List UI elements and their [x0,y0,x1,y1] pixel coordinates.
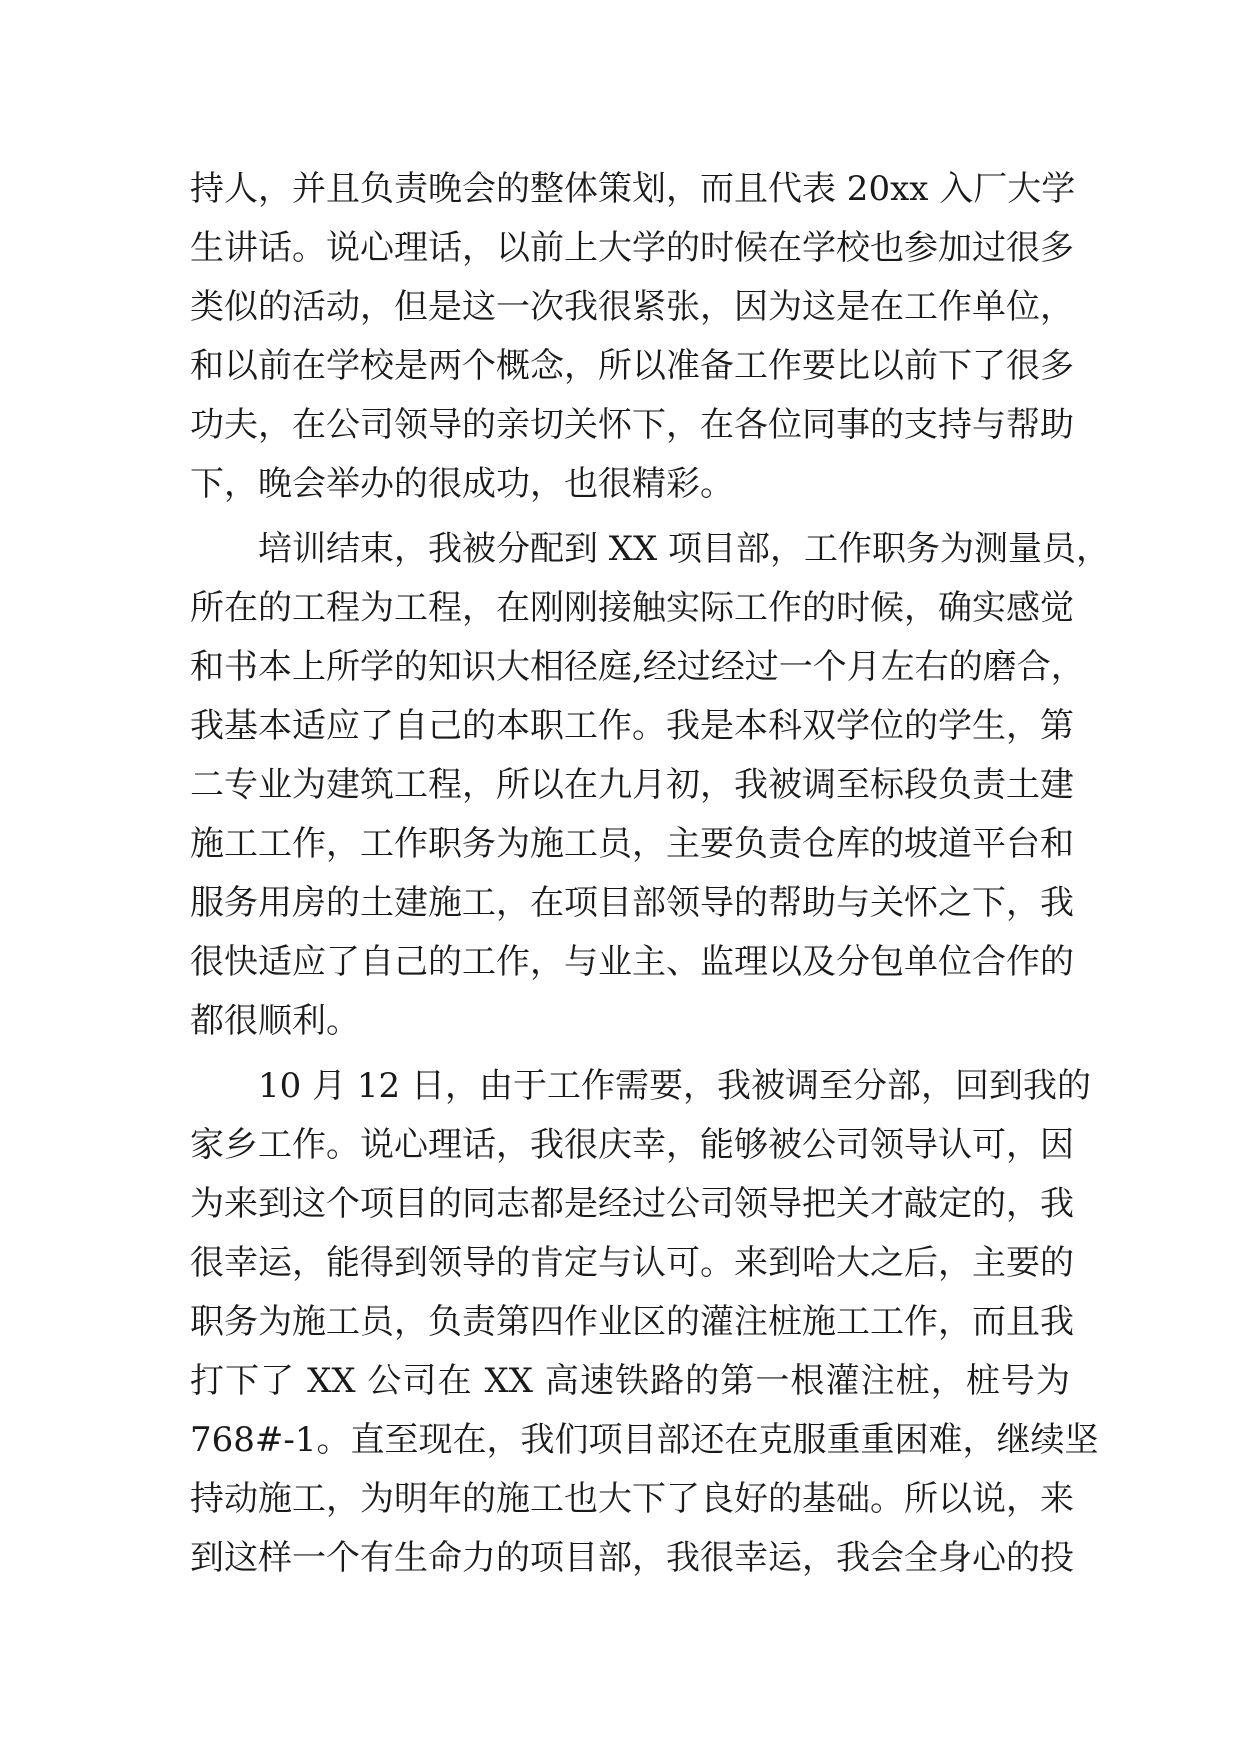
text-line: 768#-1。直至现在，我们项目部还在克服重重困难，继续坚 [190,1420,1099,1460]
text-line: 和以前在学校是两个概念，所以准备工作要比以前下了很多 [190,346,1074,386]
text-line: 到这样一个有生命力的项目部，我很幸运，我会全身心的投 [190,1538,1074,1578]
text-line: 施工工作，工作职务为施工员，主要负责仓库的坡道平台和 [190,824,1074,864]
text-line: 所在的工程为工程，在刚刚接触实际工作的时候，确实感觉 [190,588,1074,628]
text-line: 我基本适应了自己的本职工作。我是本科双学位的学生，第 [190,706,1074,746]
text-line: 二专业为建筑工程，所以在九月初，我被调至标段负责土建 [190,765,1074,805]
text-line: 和书本上所学的知识大相径庭,经过经过一个月左右的磨合， [190,647,1085,687]
text-line: 很快适应了自己的工作，与业主、监理以及分包单位合作的 [190,942,1074,982]
text-line: 家乡工作。说心理话，我很庆幸，能够被公司领导认可，因 [190,1125,1074,1165]
text-line: 10 月 12 日，由于工作需要，我被调至分部，回到我的 [258,1066,1091,1106]
text-line: 类似的活动，但是这一次我很紧张，因为这是在工作单位， [190,287,1074,327]
text-line: 很幸运，能得到领导的肯定与认可。来到哈大之后，主要的 [190,1243,1074,1283]
text-line: 持动施工，为明年的施工也大下了良好的基础。所以说，来 [190,1479,1074,1519]
text-line: 生讲话。说心理话，以前上大学的时候在学校也参加过很多 [190,228,1074,268]
text-line: 持人，并且负责晚会的整体策划，而且代表 20xx 入厂大学 [190,169,1076,209]
text-line: 都很顺利。 [190,1001,360,1041]
text-line: 功夫，在公司领导的亲切关怀下，在各位同事的支持与帮助 [190,405,1074,445]
text-line: 下，晚会举办的很成功，也很精彩。 [190,464,734,504]
text-line: 打下了 XX 公司在 XX 高速铁路的第一根灌注桩，桩号为 [190,1361,1070,1401]
text-line: 职务为施工员，负责第四作业区的灌注桩施工工作，而且我 [190,1302,1074,1342]
text-line: 培训结束，我被分配到 XX 项目部，工作职务为测量员， [258,529,1111,569]
body-text [190,160,1111,1588]
text-line: 为来到这个项目的同志都是经过公司领导把关才敲定的，我 [190,1184,1074,1224]
text-line: 服务用房的土建施工，在项目部领导的帮助与关怀之下，我 [190,883,1074,923]
